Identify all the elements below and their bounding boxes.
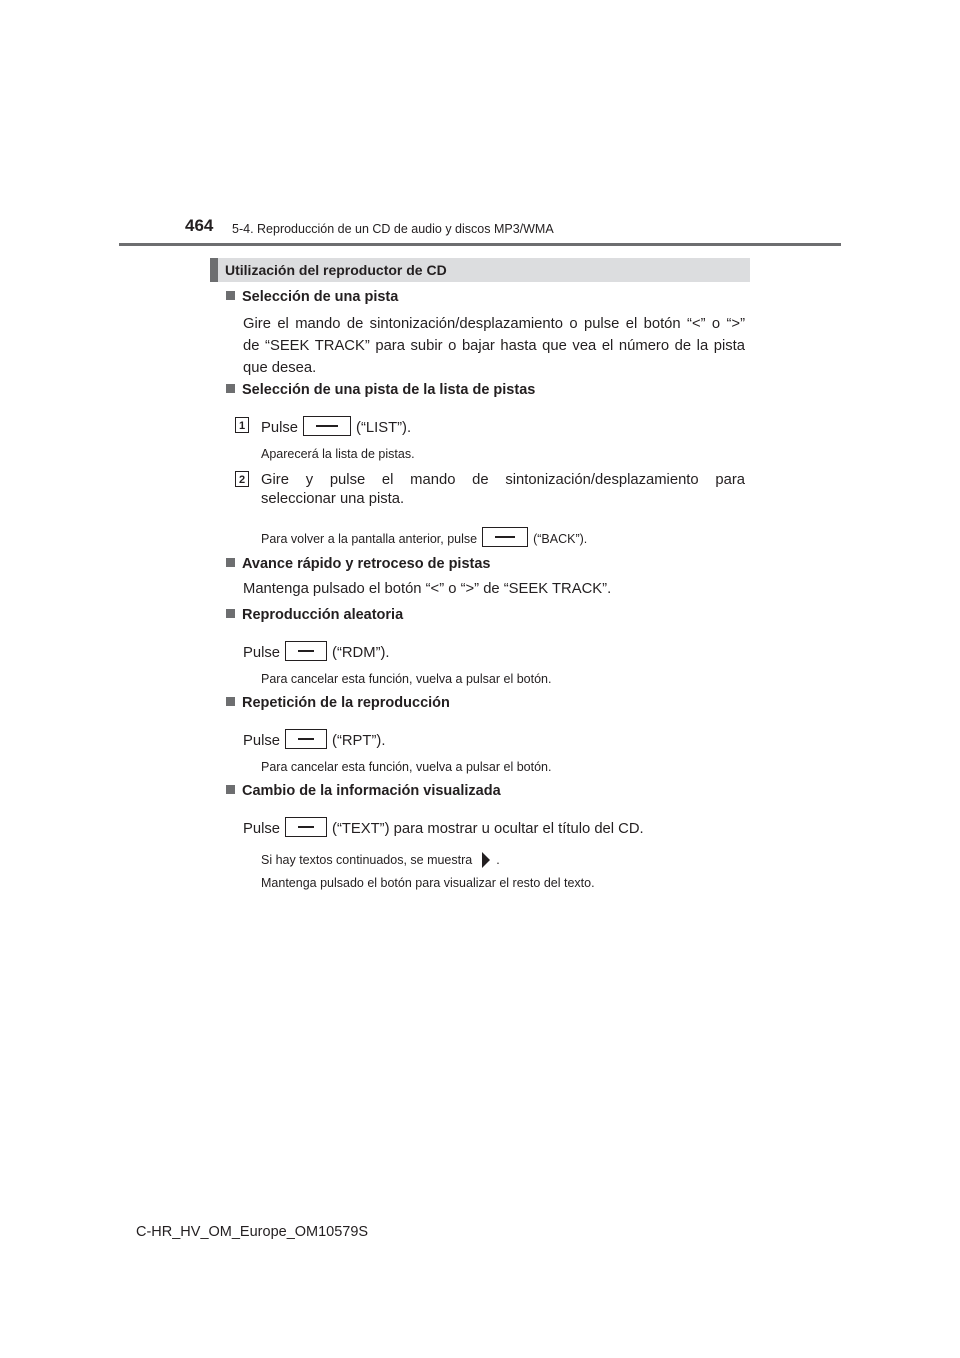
square-bullet-icon — [226, 291, 235, 300]
note-display-info-1: Si hay textos continuados, se muestra . — [261, 853, 500, 867]
back-button-icon — [482, 527, 528, 547]
heading-fast-forward: Avance rápido y retroceso de pistas — [226, 556, 490, 572]
text-display-info: Pulse (“TEXT”) para mostrar u ocultar el título del CD. — [243, 817, 644, 837]
heading-select-track: Selección de una pista — [226, 289, 398, 305]
step-1-note: Aparecerá la lista de pistas. — [261, 447, 415, 461]
square-bullet-icon — [226, 384, 235, 393]
square-bullet-icon — [226, 558, 235, 567]
page-number: 464 — [185, 216, 214, 235]
text-random: Pulse (“RDM”). — [243, 641, 390, 661]
note-repeat: Para cancelar esta función, vuelva a pulsar el botón. — [261, 760, 552, 774]
note-random: Para cancelar esta función, vuelva a pulsar el botón. — [261, 672, 552, 686]
chapter-title: 5-4. Reproducción de un CD de audio y discos MP3/WMA — [232, 222, 554, 236]
list-button-icon — [303, 416, 351, 436]
text-repeat: Pulse (“RPT”). — [243, 729, 385, 749]
note-display-info-2: Mantenga pulsado el botón para visualizar el resto del texto. — [261, 876, 595, 890]
step-2-note: Para volver a la pantalla anterior, pulse (“BACK”). — [261, 527, 587, 547]
heading-random: Reproducción aleatoria — [226, 607, 403, 623]
section-title-bar — [210, 258, 750, 282]
step-1-badge: 1 — [235, 416, 249, 434]
play-arrow-icon — [482, 852, 490, 868]
heading-display-info: Cambio de la información visualizada — [226, 783, 501, 799]
square-bullet-icon — [226, 697, 235, 706]
step-2-text-line-2: seleccionar una pista. — [261, 491, 405, 507]
rpt-button-icon — [285, 729, 327, 749]
document-code: C-HR_HV_OM_Europe_OM10579S — [136, 1224, 369, 1240]
heading-repeat: Repetición de la reproducción — [226, 695, 450, 711]
section-title: Utilización del reproductor de CD — [225, 262, 447, 278]
text-fast-forward: Mantenga pulsado el botón “<” o “>” de “SEEK TRACK”. — [243, 581, 612, 597]
text-button-icon — [285, 817, 327, 837]
square-bullet-icon — [226, 785, 235, 794]
square-bullet-icon — [226, 609, 235, 618]
paragraph-select-track: Gire el mando de sintonización/desplazamiento o pulse el botón “<” o “>” de “SEEK TRACK” para subir o bajar hasta que vea el número de la pista que desea. — [243, 316, 745, 376]
step-2-text-line-1: Gire y pulse el mando de sintonización/desplazamiento para — [261, 472, 745, 488]
heading-select-from-list: Selección de una pista de la lista de pistas — [226, 382, 535, 398]
step-1-text: Pulse (“LIST”). — [261, 416, 411, 436]
rdm-button-icon — [285, 641, 327, 661]
header-divider — [119, 243, 841, 246]
step-2-badge: 2 — [235, 470, 249, 488]
